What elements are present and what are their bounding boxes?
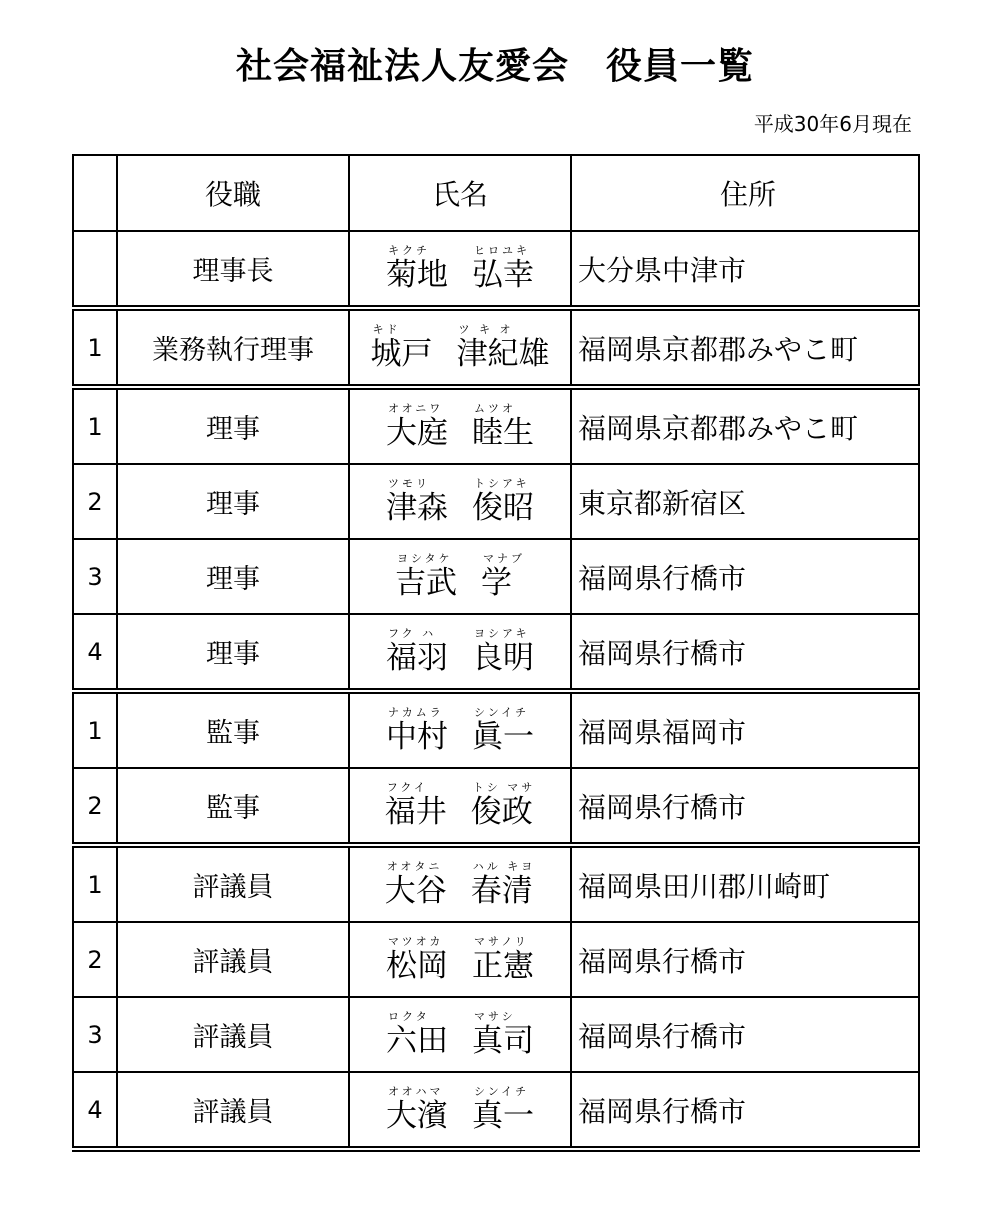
address-cell: 福岡県京都郡みやこ町 bbox=[571, 308, 919, 387]
row-number: 2 bbox=[73, 768, 117, 845]
given-name bbox=[457, 324, 550, 372]
family-name bbox=[385, 782, 447, 830]
family-name bbox=[385, 861, 447, 909]
given-name bbox=[471, 861, 536, 909]
table-row bbox=[73, 922, 919, 997]
family-name bbox=[386, 628, 448, 676]
family-name-kanji: 中村 bbox=[386, 718, 448, 755]
row-number: 1 bbox=[73, 387, 117, 464]
given-name bbox=[472, 1011, 534, 1059]
family-name bbox=[386, 1011, 448, 1059]
address-cell: 福岡県行橋市 bbox=[571, 768, 919, 845]
table-header-row bbox=[73, 155, 919, 231]
family-name-kanji: 津森 bbox=[386, 489, 448, 526]
given-name bbox=[472, 628, 534, 676]
name-cell bbox=[349, 922, 571, 997]
family-name-kanji: 菊地 bbox=[386, 256, 448, 293]
family-name bbox=[386, 245, 448, 293]
given-name-kanji: 睦生 bbox=[472, 414, 534, 451]
role-cell: 理事長 bbox=[117, 231, 349, 308]
table-row bbox=[73, 997, 919, 1072]
given-name-reading: シンイチ bbox=[474, 705, 530, 719]
family-name-kanji: 福羽 bbox=[386, 639, 448, 676]
header-address: 住所 bbox=[571, 155, 919, 231]
family-name-reading: オオハマ bbox=[388, 1084, 444, 1098]
address-cell: 福岡県田川郡川崎町 bbox=[571, 845, 919, 922]
given-name-reading: ツ キ オ bbox=[458, 322, 514, 336]
address-cell: 東京都新宿区 bbox=[571, 464, 919, 539]
address-cell: 福岡県福岡市 bbox=[571, 691, 919, 768]
role-cell: 業務執行理事 bbox=[117, 308, 349, 387]
given-name-reading: マナブ bbox=[483, 551, 525, 565]
family-name-reading: ツモリ bbox=[388, 476, 430, 490]
row-number: 3 bbox=[73, 997, 117, 1072]
given-name-kanji: 良明 bbox=[472, 639, 534, 676]
role-cell: 理事 bbox=[117, 464, 349, 539]
given-name-reading: シンイチ bbox=[474, 1084, 530, 1098]
row-number: 1 bbox=[73, 845, 117, 922]
family-name-reading: ナカムラ bbox=[388, 705, 444, 719]
address-cell: 大分県中津市 bbox=[571, 231, 919, 308]
name-cell bbox=[349, 768, 571, 845]
given-name-reading: ムツオ bbox=[474, 401, 516, 415]
name-cell bbox=[349, 1072, 571, 1149]
role-cell: 評議員 bbox=[117, 845, 349, 922]
family-name bbox=[386, 707, 448, 755]
table-row bbox=[73, 768, 919, 845]
family-name bbox=[386, 478, 448, 526]
table-row bbox=[73, 845, 919, 922]
family-name-reading: フクイ bbox=[386, 780, 428, 794]
address-cell: 福岡県行橋市 bbox=[571, 614, 919, 691]
address-cell: 福岡県行橋市 bbox=[571, 539, 919, 614]
given-name-kanji: 正憲 bbox=[472, 947, 534, 984]
family-name-reading: オオニワ bbox=[388, 401, 444, 415]
role-cell: 監事 bbox=[117, 768, 349, 845]
row-number: 4 bbox=[73, 614, 117, 691]
name-cell bbox=[349, 387, 571, 464]
given-name bbox=[472, 403, 534, 451]
table-row bbox=[73, 231, 919, 308]
family-name bbox=[386, 1086, 448, 1134]
role-cell: 理事 bbox=[117, 387, 349, 464]
family-name-kanji: 大濱 bbox=[386, 1097, 448, 1134]
family-name-kanji: 六田 bbox=[386, 1022, 448, 1059]
family-name-kanji: 大谷 bbox=[384, 872, 447, 909]
row-number: 1 bbox=[73, 691, 117, 768]
family-name-kanji: 大庭 bbox=[386, 414, 448, 451]
family-name-reading: オオタニ bbox=[386, 859, 443, 873]
row-number: 1 bbox=[73, 308, 117, 387]
header-name: 氏名 bbox=[349, 155, 571, 231]
given-name-reading: マサシ bbox=[474, 1009, 516, 1023]
family-name bbox=[386, 936, 448, 984]
given-name-reading: トシアキ bbox=[474, 476, 530, 490]
address-cell: 福岡県行橋市 bbox=[571, 922, 919, 997]
family-name-reading: マツオカ bbox=[388, 934, 444, 948]
name-cell bbox=[349, 539, 571, 614]
name-cell bbox=[349, 464, 571, 539]
row-number: 2 bbox=[73, 464, 117, 539]
given-name-kanji: 真司 bbox=[472, 1022, 534, 1059]
family-name-reading: ヨシタケ bbox=[397, 551, 453, 565]
name-cell bbox=[349, 308, 571, 387]
row-number: 3 bbox=[73, 539, 117, 614]
role-cell: 評議員 bbox=[117, 1072, 349, 1149]
table-row bbox=[73, 464, 919, 539]
given-name bbox=[472, 936, 534, 984]
given-name-kanji: 春清 bbox=[470, 872, 533, 909]
given-name-reading: ヨシアキ bbox=[474, 626, 530, 640]
row-number bbox=[73, 231, 117, 308]
name-cell bbox=[349, 614, 571, 691]
role-cell: 監事 bbox=[117, 691, 349, 768]
family-name-kanji: 福井 bbox=[384, 793, 447, 830]
given-name bbox=[472, 707, 534, 755]
family-name bbox=[386, 403, 448, 451]
role-cell: 評議員 bbox=[117, 922, 349, 997]
given-name-reading: トシ マサ bbox=[472, 780, 536, 794]
address-cell: 福岡県行橋市 bbox=[571, 997, 919, 1072]
row-number: 2 bbox=[73, 922, 117, 997]
table-row bbox=[73, 614, 919, 691]
given-name bbox=[472, 478, 534, 526]
family-name bbox=[371, 324, 433, 372]
officer-table bbox=[72, 154, 920, 1152]
family-name-kanji: 吉武 bbox=[395, 564, 457, 601]
header-role: 役職 bbox=[117, 155, 349, 231]
family-name-reading: キクチ bbox=[388, 243, 430, 257]
family-name-kanji: 松岡 bbox=[386, 947, 448, 984]
given-name-reading: マサノリ bbox=[474, 934, 529, 948]
given-name-reading: ヒロユキ bbox=[474, 243, 530, 257]
family-name-reading: キド bbox=[372, 322, 401, 336]
table-row bbox=[73, 387, 919, 464]
family-name-kanji: 城戸 bbox=[370, 335, 433, 372]
table-row bbox=[73, 691, 919, 768]
header-no bbox=[73, 155, 117, 231]
address-cell: 福岡県京都郡みやこ町 bbox=[571, 387, 919, 464]
given-name-kanji: 津紀雄 bbox=[456, 335, 550, 372]
given-name-kanji: 真一 bbox=[472, 1097, 534, 1134]
role-cell: 理事 bbox=[117, 539, 349, 614]
given-name bbox=[472, 245, 534, 293]
as-of-date: 平成30年6月現在 bbox=[753, 112, 912, 136]
name-cell bbox=[349, 231, 571, 308]
table-row bbox=[73, 539, 919, 614]
name-cell bbox=[349, 691, 571, 768]
row-number: 4 bbox=[73, 1072, 117, 1149]
table-row bbox=[73, 308, 919, 387]
family-name-reading: ロクタ bbox=[388, 1009, 430, 1023]
given-name-kanji: 眞一 bbox=[472, 718, 534, 755]
page-title: 社会福祉法人友愛会 役員一覧 bbox=[235, 46, 754, 87]
given-name-kanji: 弘幸 bbox=[472, 256, 534, 293]
given-name-kanji: 俊政 bbox=[470, 793, 533, 830]
address-cell: 福岡県行橋市 bbox=[571, 1072, 919, 1149]
name-cell bbox=[349, 997, 571, 1072]
given-name bbox=[471, 782, 536, 830]
table-row bbox=[73, 1072, 919, 1149]
given-name bbox=[472, 1086, 534, 1134]
name-cell bbox=[349, 845, 571, 922]
role-cell: 理事 bbox=[117, 614, 349, 691]
given-name-reading: ハル キヨ bbox=[472, 859, 536, 873]
given-name-kanji: 俊昭 bbox=[472, 489, 534, 526]
family-name bbox=[395, 553, 457, 601]
given-name bbox=[481, 553, 525, 601]
family-name-reading: フク ハ bbox=[388, 626, 437, 640]
role-cell: 評議員 bbox=[117, 997, 349, 1072]
given-name-kanji: 学 bbox=[481, 564, 512, 601]
